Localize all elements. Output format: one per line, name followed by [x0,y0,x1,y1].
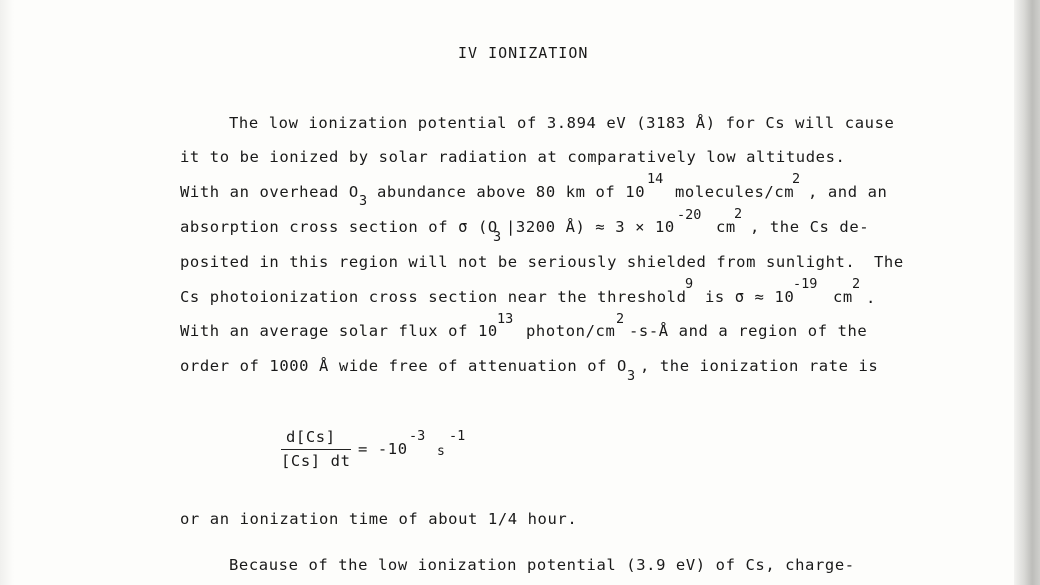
text-line-8b: , the ionization rate is [640,357,879,375]
text-line-6a: Cs photoionization cross section near the threshold [180,288,687,306]
equation-exponent: -3 [409,428,426,444]
text-line-3c: molecules/cm [675,183,795,201]
text-line-3b: abundance above 80 km of 10 [377,183,646,201]
text-line-2: it to be ionized by solar radiation at comparatively low altitudes. [180,148,846,166]
text-line-6d: . [866,289,876,307]
text-line-6b: is σ ≈ 10 [705,288,795,306]
text-line-7b: photon/cm [526,322,616,340]
text-line-7a: With an average solar flux of 10 [180,322,498,340]
text-line-4d: , the Cs de- [750,218,870,236]
fraction-bar [281,449,351,450]
text-line-3d: , and an [808,183,888,201]
text-line-5: posited in this region will not be seriously shielded from sunlight. [180,253,856,271]
subscript-3: 3 [627,368,636,384]
text-line-9: or an ionization time of about 1/4 hour. [180,510,578,528]
text-line-1: The low ionization potential of 3.894 eV (3183 Å) for Cs will cause [229,114,895,132]
equation-unit: s [437,444,446,459]
superscript-2: 2 [852,276,861,292]
equation-numerator: d[Cs] [286,428,336,446]
superscript-minus-20: -20 [677,207,702,223]
text-line-7c: -s-Å and a region of the [629,322,868,340]
text-line-4b: |3200 Å) ≈ 3 × 10 [506,218,675,236]
superscript-2: 2 [792,171,801,187]
superscript-9: 9 [685,276,694,292]
superscript-14: 14 [647,171,664,187]
text-line-6c: cm [833,288,853,306]
equation-denominator: [Cs] dt [281,452,351,470]
subscript-3: 3 [493,229,502,245]
text-line-4c: cm [716,218,736,236]
text-line-10: Because of the low ionization potential (3.9 eV) of Cs, charge- [229,556,855,574]
subscript-3: 3 [359,193,368,209]
equation-equals: = -10 [358,440,408,458]
text-line-4a: absorption cross section of σ (O [180,218,498,236]
text-line-8a: order of 1000 Å wide free of attenuation of O [180,357,627,375]
text-line-3a: With an overhead O [180,183,359,201]
equation-unit-exponent: -1 [449,428,466,444]
page-right-edge [1014,0,1040,585]
superscript-2: 2 [734,206,743,222]
section-heading: IV IONIZATION [458,44,589,62]
superscript-2: 2 [616,311,625,327]
superscript-13: 13 [497,311,514,327]
text-line-5-end: The [874,253,904,271]
page-left-shadow [0,0,14,585]
superscript-minus-19: -19 [793,276,818,292]
